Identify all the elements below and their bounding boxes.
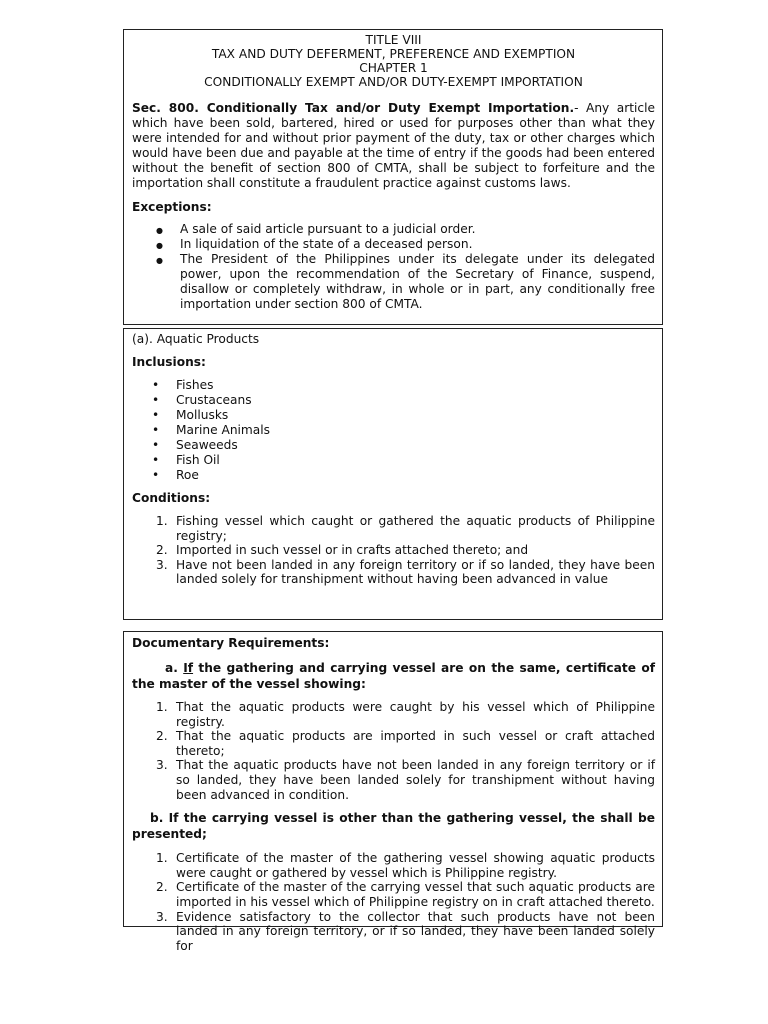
list-item: 2. Imported in such vessel or in crafts attached thereto; and bbox=[156, 543, 529, 558]
case-a-heading: a. If the gathering and carrying vessel are on the same, certificate of the master of the vessel showing: bbox=[132, 661, 655, 691]
list-item: 1. That the aquatic products were caught by his vessel which of Philippine registry. bbox=[156, 700, 655, 729]
aquatic-products-box bbox=[123, 328, 663, 620]
aquatic-heading: (a). Aquatic Products bbox=[132, 332, 260, 346]
list-item: 1. Fishing vessel which caught or gathered the aquatic products of Philippine registry; bbox=[156, 514, 655, 543]
sec-800-heading: Sec. 800. Conditionally Tax and/or Duty Exempt Importation. bbox=[132, 101, 575, 115]
if-underlined: If bbox=[183, 661, 194, 675]
list-item: • Crustaceans bbox=[132, 393, 655, 408]
list-item: ● A sale of said article pursuant to a judicial order. bbox=[132, 222, 655, 237]
list-item: • Mollusks bbox=[132, 408, 655, 423]
conditions-list bbox=[132, 514, 655, 587]
list-item: 2. Certificate of the master of the carrying vessel that such aquatic products are imported in his vessel which of Philippine registry on in craft attached thereto. bbox=[156, 880, 655, 909]
exceptions-list bbox=[132, 222, 655, 312]
list-item: • Roe bbox=[132, 468, 655, 483]
title-line: TAX AND DUTY DEFERMENT, PREFERENCE AND EXEMPTION bbox=[211, 47, 576, 61]
inclusions-list bbox=[132, 378, 655, 483]
title-line: TITLE VIII bbox=[365, 33, 422, 47]
list-item: ● In liquidation of the state of a deceased person. bbox=[132, 237, 655, 252]
case-a-list bbox=[132, 700, 655, 802]
list-item: • Fish Oil bbox=[132, 453, 655, 468]
title-line: CONDITIONALLY EXEMPT AND/OR DUTY-EXEMPT IMPORTATION bbox=[204, 75, 583, 89]
list-item: • Seaweeds bbox=[132, 438, 655, 453]
title-line: CHAPTER 1 bbox=[359, 61, 428, 75]
case-b-list bbox=[132, 851, 655, 953]
list-item: 2. That the aquatic products are imported in such vessel or craft attached thereto; bbox=[156, 729, 655, 758]
conditions-heading: Conditions: bbox=[132, 491, 211, 505]
list-item: 3. Have not been landed in any foreign territory or if so landed, they have been landed solely for transhipment without having been advanced in value bbox=[156, 557, 655, 587]
section-800-box bbox=[123, 29, 663, 325]
list-item: 1. Certificate of the master of the gathering vessel showing aquatic products were caught or gathered by vessel which is Philippine registry. bbox=[156, 851, 655, 880]
list-item: • Fishes bbox=[132, 378, 655, 393]
doc-req-heading: Documentary Requirements: bbox=[132, 636, 330, 650]
list-item: ● The President of the Philippines under its delegate under its delegated power, upon the recommendation of the Secretary of Finance, suspend, disallow or completely withdraw, in whole or in part, any conditionally free importation under section 800 of CMTA. bbox=[132, 252, 655, 312]
exceptions-heading: Exceptions: bbox=[132, 200, 212, 214]
sec-800-body: - Any article which have been sold, bartered, hired or used for purposes other than what they were intended for and without prior payment of the duty, tax or other charges which would have been due and payable at the time of entry if the goods had been entered without the benefit of section 800 of CMTA, shall be subject to forfeiture and the importation shall constitute a fraudulent practice against customs laws. bbox=[132, 101, 655, 190]
case-b-heading: b. If the carrying vessel is other than the gathering vessel, the shall be presented; bbox=[132, 811, 655, 842]
list-item: • Marine Animals bbox=[132, 423, 655, 438]
inclusions-heading: Inclusions: bbox=[132, 355, 206, 369]
list-item: 3. That the aquatic products have not been landed in any foreign territory or if so landed, they have been landed solely for transhipment without having been advanced in condition. bbox=[156, 758, 655, 802]
documentary-requirements-box bbox=[123, 631, 663, 953]
sec-800-paragraph bbox=[132, 101, 655, 191]
list-item: 3. Evidence satisfactory to the collector that such products have not been landed in any foreign territory, or if so landed, they have been landed solely for bbox=[156, 909, 655, 953]
